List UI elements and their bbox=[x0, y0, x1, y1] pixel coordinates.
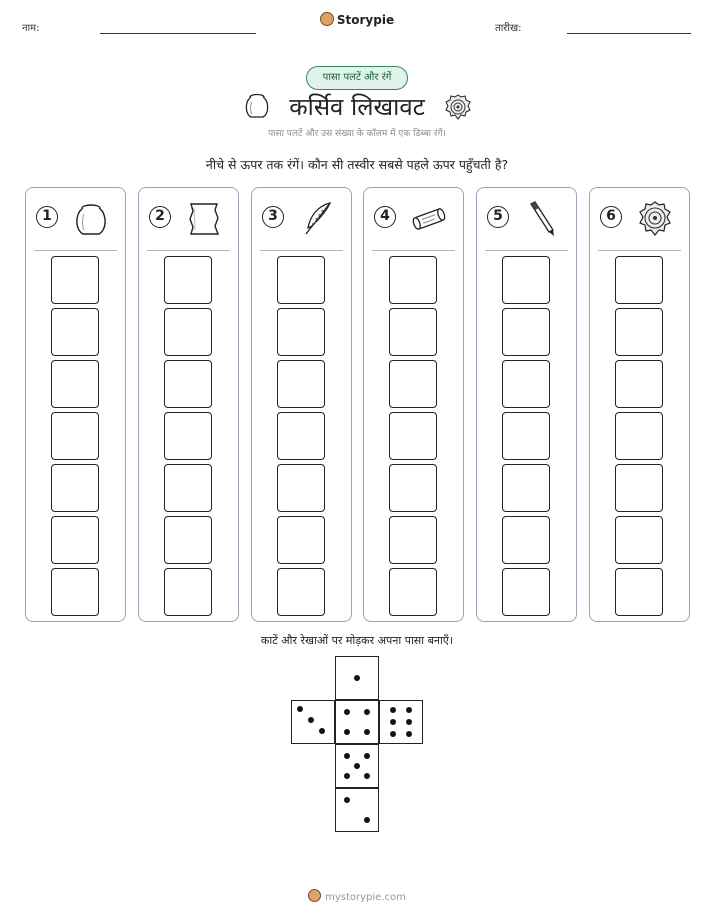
color-box[interactable] bbox=[164, 516, 212, 564]
column-4 bbox=[363, 187, 464, 622]
fountain-pen-icon bbox=[523, 200, 561, 238]
color-box[interactable] bbox=[51, 412, 99, 460]
bear-icon bbox=[320, 12, 334, 26]
color-box[interactable] bbox=[615, 308, 663, 356]
color-box[interactable] bbox=[389, 516, 437, 564]
scroll-icon bbox=[410, 200, 448, 238]
parchment-icon bbox=[185, 200, 223, 238]
footer bbox=[0, 889, 714, 903]
color-box[interactable] bbox=[502, 516, 550, 564]
subtitle: पासा पलटें और उस संख्या के कॉलम में एक डिब्बा रंगें। bbox=[268, 129, 446, 139]
column-number: 2 bbox=[149, 206, 171, 228]
color-box[interactable] bbox=[164, 412, 212, 460]
die-pip bbox=[344, 773, 350, 779]
die-pip bbox=[319, 728, 325, 734]
die-face-5 bbox=[335, 744, 379, 788]
inkpot-icon bbox=[72, 200, 110, 238]
name-label: नाम: bbox=[22, 23, 40, 34]
color-box[interactable] bbox=[51, 464, 99, 512]
die-pip bbox=[344, 709, 350, 715]
die-pip bbox=[390, 731, 396, 737]
color-box[interactable] bbox=[389, 412, 437, 460]
color-box[interactable] bbox=[277, 464, 325, 512]
color-box[interactable] bbox=[277, 256, 325, 304]
color-box[interactable] bbox=[164, 568, 212, 616]
page-title: कर्सिव लिखावट bbox=[289, 93, 425, 121]
column-divider bbox=[260, 250, 343, 251]
color-box[interactable] bbox=[615, 516, 663, 564]
color-box[interactable] bbox=[615, 360, 663, 408]
color-box[interactable] bbox=[51, 360, 99, 408]
footer-url: mystorypie.com bbox=[325, 892, 406, 903]
column-number: 4 bbox=[374, 206, 396, 228]
color-box[interactable] bbox=[502, 568, 550, 616]
brand-name: Storypie bbox=[336, 13, 395, 27]
column-5 bbox=[476, 187, 577, 622]
die-pip bbox=[364, 817, 370, 823]
color-box[interactable] bbox=[277, 360, 325, 408]
column-6 bbox=[589, 187, 690, 622]
name-line[interactable] bbox=[100, 33, 256, 34]
color-box[interactable] bbox=[502, 464, 550, 512]
column-number: 5 bbox=[487, 206, 509, 228]
bear-icon bbox=[308, 889, 321, 902]
color-box[interactable] bbox=[502, 308, 550, 356]
column-divider bbox=[34, 250, 117, 251]
quill-feather-icon bbox=[298, 200, 336, 238]
die-pip bbox=[390, 719, 396, 725]
column-3 bbox=[251, 187, 352, 622]
activity-tag: पासा पलटें और रंगें bbox=[306, 66, 408, 90]
color-box[interactable] bbox=[389, 464, 437, 512]
color-box[interactable] bbox=[277, 412, 325, 460]
color-box[interactable] bbox=[389, 308, 437, 356]
die-face-3 bbox=[291, 700, 335, 744]
die-face-4 bbox=[335, 700, 379, 744]
die-pip bbox=[354, 763, 360, 769]
die-pip bbox=[364, 773, 370, 779]
cut-instruction: काटें और रेखाओं पर मोड़कर अपना पासा बनाएँ। bbox=[260, 634, 454, 647]
color-box[interactable] bbox=[502, 256, 550, 304]
die-pip bbox=[297, 706, 303, 712]
die-pip bbox=[344, 753, 350, 759]
color-box[interactable] bbox=[51, 256, 99, 304]
color-box[interactable] bbox=[51, 308, 99, 356]
color-box[interactable] bbox=[277, 308, 325, 356]
brand-logo bbox=[0, 12, 714, 27]
column-number: 6 bbox=[600, 206, 622, 228]
color-box[interactable] bbox=[164, 464, 212, 512]
color-box[interactable] bbox=[502, 412, 550, 460]
die-pip bbox=[406, 731, 412, 737]
color-box[interactable] bbox=[277, 516, 325, 564]
color-box[interactable] bbox=[164, 360, 212, 408]
column-divider bbox=[147, 250, 230, 251]
die-pip bbox=[354, 675, 360, 681]
die-pip bbox=[364, 709, 370, 715]
date-label: तारीख: bbox=[495, 23, 522, 34]
wax-seal-icon bbox=[445, 94, 471, 120]
color-box[interactable] bbox=[164, 308, 212, 356]
die-face-2 bbox=[335, 788, 379, 832]
die-pip bbox=[406, 719, 412, 725]
die-pip bbox=[344, 797, 350, 803]
die-face-6 bbox=[379, 700, 423, 744]
column-divider bbox=[485, 250, 568, 251]
color-box[interactable] bbox=[615, 568, 663, 616]
color-box[interactable] bbox=[389, 568, 437, 616]
die-pip bbox=[364, 753, 370, 759]
die-pip bbox=[406, 707, 412, 713]
color-box[interactable] bbox=[615, 412, 663, 460]
color-box[interactable] bbox=[51, 568, 99, 616]
color-box[interactable] bbox=[51, 516, 99, 564]
die-pip bbox=[390, 707, 396, 713]
color-box[interactable] bbox=[389, 360, 437, 408]
date-line[interactable] bbox=[567, 33, 691, 34]
color-box[interactable] bbox=[164, 256, 212, 304]
die-pip bbox=[344, 729, 350, 735]
die-pip bbox=[364, 729, 370, 735]
color-box[interactable] bbox=[277, 568, 325, 616]
color-box[interactable] bbox=[615, 256, 663, 304]
column-1 bbox=[25, 187, 126, 622]
column-divider bbox=[598, 250, 681, 251]
die-face-1 bbox=[335, 656, 379, 700]
color-box[interactable] bbox=[502, 360, 550, 408]
color-box[interactable] bbox=[615, 464, 663, 512]
instruction: नीचे से ऊपर तक रंगें। कौन सी तस्वीर सबसे पहले ऊपर पहुँचती है? bbox=[205, 157, 509, 172]
column-divider bbox=[372, 250, 455, 251]
die-pip bbox=[308, 717, 314, 723]
wax-seal-icon bbox=[636, 200, 674, 238]
column-2 bbox=[138, 187, 239, 622]
column-number: 3 bbox=[262, 206, 284, 228]
column-number: 1 bbox=[36, 206, 58, 228]
color-box[interactable] bbox=[389, 256, 437, 304]
